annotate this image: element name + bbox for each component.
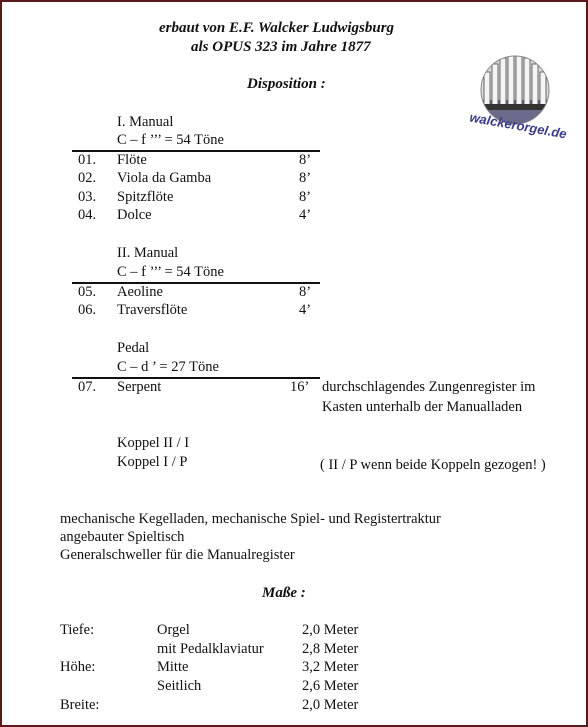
dimension-value: 3,2 Meter: [302, 659, 359, 675]
dimension-value: 2,0 Meter: [302, 697, 359, 713]
pedal-divider: [72, 377, 320, 379]
manual1-divider: [72, 150, 320, 152]
disposition-title: Disposition :: [247, 76, 326, 92]
dimension-value: 2,6 Meter: [302, 678, 359, 694]
construction-line-1: mechanische Kegelladen, mechanische Spiel- und Registertraktur: [60, 511, 441, 527]
stop-size: 8’: [299, 284, 312, 300]
stop-name: Serpent: [117, 379, 162, 395]
header-line-2: als OPUS 323 im Jahre 1877: [191, 39, 371, 55]
dimension-label: Tiefe:: [60, 622, 95, 638]
stop-size: 8’: [299, 189, 312, 205]
dimension-value: 2,0 Meter: [302, 622, 359, 638]
coupler-note: ( II / P wenn beide Koppeln gezogen! ): [320, 457, 546, 473]
pedal-range: C – d ’ = 27 Töne: [117, 359, 219, 375]
stop-number: 01.: [78, 152, 97, 168]
stop-number: 05.: [78, 284, 97, 300]
stop-size: 8’: [299, 170, 312, 186]
stop-size: 4’: [299, 207, 312, 223]
stop-name: Dolce: [117, 207, 152, 223]
stop-name: Traversflöte: [117, 302, 188, 318]
stop-size: 8’: [299, 152, 312, 168]
stop-name: Spitzflöte: [117, 189, 174, 205]
coupler-1: Koppel II / I: [117, 435, 190, 451]
stop-size: 16’: [290, 379, 310, 395]
stop-number: 03.: [78, 189, 97, 205]
manual2-divider: [72, 282, 320, 284]
manual1-range: C – f ’’’ = 54 Töne: [117, 132, 224, 148]
dimension-value: 2,8 Meter: [302, 641, 359, 657]
dimension-label: Breite:: [60, 697, 100, 713]
dimension-item: Orgel: [157, 622, 190, 638]
stop-name: Aeoline: [117, 284, 163, 300]
dimension-item: Seitlich: [157, 678, 202, 694]
header-line-1: erbaut von E.F. Walcker Ludwigsburg: [159, 20, 395, 36]
stop-number: 02.: [78, 170, 97, 186]
stop-name: Flöte: [117, 152, 147, 168]
stop-number: 06.: [78, 302, 97, 318]
stop-name: Viola da Gamba: [117, 170, 212, 186]
stop-note-line-2: Kasten unterhalb der Manualladen: [322, 399, 523, 415]
manual2-range: C – f ’’’ = 54 Töne: [117, 264, 224, 280]
logo-text: walckerorgel.de: [468, 109, 568, 142]
stop-note-line-1: durchschlagendes Zungenregister im: [322, 379, 536, 395]
manual1-title: I. Manual: [117, 114, 174, 130]
pedal-title: Pedal: [117, 340, 150, 356]
manual2-title: II. Manual: [117, 245, 179, 261]
dimension-item: mit Pedalklaviatur: [157, 641, 264, 657]
construction-line-2: angebauter Spieltisch: [60, 529, 185, 545]
stop-number: 07.: [78, 379, 97, 395]
coupler-2: Koppel I / P: [117, 454, 188, 470]
dimension-item: Mitte: [157, 659, 189, 675]
dimensions-title: Maße :: [262, 585, 306, 601]
walckerorgel-logo: [467, 48, 568, 144]
stop-size: 4’: [299, 302, 312, 318]
stop-number: 04.: [78, 207, 97, 223]
construction-line-3: Generalschweller für die Manualregister: [60, 547, 295, 563]
dimension-label: Höhe:: [60, 659, 96, 675]
